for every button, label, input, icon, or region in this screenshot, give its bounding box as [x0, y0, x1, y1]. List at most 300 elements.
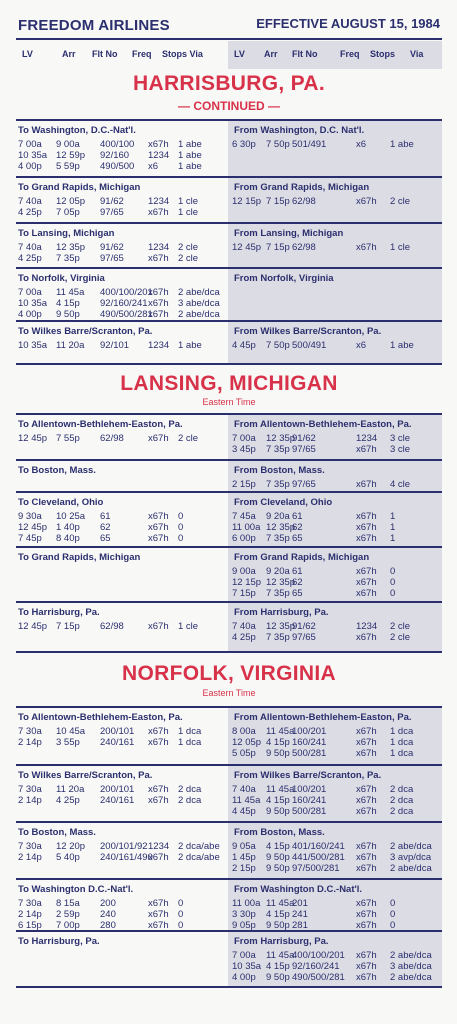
stops-via: 0: [178, 920, 184, 932]
from-pane: [228, 269, 442, 320]
stops-via: 1 dca: [390, 726, 414, 737]
frequency: x67h: [356, 588, 377, 600]
arrival-time: 12 05p: [56, 196, 86, 207]
arrival-time: 10 25a: [56, 511, 86, 522]
flight-row: [18, 340, 226, 352]
from-pane: [228, 415, 442, 459]
from-pane: [228, 548, 442, 601]
flight-number: 160/241: [292, 795, 327, 807]
frequency: x67h: [356, 972, 377, 984]
arrival-time: 2 59p: [56, 909, 80, 921]
departure-time: 11 45a: [232, 795, 261, 807]
arrival-time: 7 15p: [56, 621, 80, 632]
col-lv: LV: [234, 49, 245, 59]
flight-number: 490/500/281: [292, 972, 345, 984]
flight-row: [18, 784, 226, 796]
to-pane: [16, 493, 228, 546]
stops-via: 1 cle: [390, 242, 411, 253]
flight-number: 241: [292, 909, 308, 921]
flight-row: [18, 287, 226, 299]
frequency: x67h: [148, 852, 169, 864]
departure-time: 7 45p: [18, 533, 42, 545]
departure-time: 4 00p: [18, 161, 42, 173]
flight-row: [232, 920, 440, 932]
arrival-time: 8 15a: [56, 898, 80, 909]
frequency: x67h: [356, 748, 377, 760]
arrival-time: 7 15p: [266, 242, 290, 253]
flight-number: 91/62: [292, 433, 316, 444]
arrival-time: 7 35p: [266, 479, 290, 490]
stops-via: 1 abe: [178, 139, 202, 150]
flight-row: [18, 309, 226, 321]
flight-number: 280: [100, 920, 116, 932]
stops-via: 2 abe/dca: [390, 972, 432, 984]
departure-time: 8 00a: [232, 726, 256, 737]
departure-time: 1 45p: [232, 852, 256, 864]
arrival-time: 9 20a: [266, 511, 290, 522]
to-pane: [16, 708, 228, 764]
route-block: [16, 322, 442, 365]
from-origin: From Washington D.C.-Nat'l.: [234, 884, 363, 895]
to-pane: [16, 322, 228, 363]
departure-time: 12 45p: [18, 433, 48, 444]
stops-via: 2 cle: [178, 242, 199, 253]
stops-via: 2 cle: [178, 253, 199, 265]
flight-number: 97/65: [100, 253, 124, 265]
frequency: x67h: [356, 863, 377, 875]
column-headers-left: [16, 41, 228, 69]
to-destination: To Wilkes Barre/Scranton, Pa.: [18, 770, 153, 781]
stops-via: 3 abe/dca: [390, 961, 432, 973]
arrival-time: 9 50p: [266, 852, 290, 864]
stops-via: 1: [390, 522, 396, 534]
flight-row: [232, 972, 440, 984]
departure-time: 6 30p: [232, 139, 256, 150]
frequency: x6: [148, 161, 159, 173]
stops-via: 2 dca: [390, 784, 414, 795]
arrival-time: 11 45a: [56, 287, 85, 298]
from-origin: From Grand Rapids, Michigan: [234, 552, 370, 563]
city-heading: NORFOLK, VIRGINIA: [122, 662, 336, 685]
stops-via: 1 dca: [390, 737, 414, 749]
arrival-time: 9 50p: [266, 972, 290, 984]
to-destination: To Grand Rapids, Michigan: [18, 182, 141, 193]
flight-row: [232, 909, 440, 921]
departure-time: 9 00a: [232, 566, 256, 577]
departure-time: 12 15p: [232, 196, 262, 207]
flight-row: [18, 150, 226, 162]
departure-time: 12 45p: [18, 522, 48, 534]
arrival-time: 7 35p: [56, 253, 80, 265]
flight-row: [232, 479, 440, 491]
flight-number: 62/98: [292, 242, 316, 253]
from-origin: From Grand Rapids, Michigan: [234, 182, 370, 193]
frequency: x67h: [356, 726, 377, 737]
departure-time: 10 35a: [18, 340, 48, 351]
frequency: x67h: [356, 806, 377, 818]
departure-time: 2 14p: [18, 852, 42, 864]
departure-time: 7 00a: [232, 433, 256, 444]
flight-row: [232, 242, 440, 254]
departure-time: 12 15p: [232, 577, 262, 589]
to-destination: To Harrisburg, Pa.: [18, 936, 100, 947]
flight-number: 400/100/201: [292, 950, 345, 961]
stops-via: 1 dca: [178, 726, 202, 737]
arrival-time: 4 25p: [56, 795, 80, 807]
flight-number: 100/201: [292, 784, 327, 795]
flight-row: [232, 621, 440, 633]
arrival-time: 4 15p: [266, 841, 290, 852]
from-pane: [228, 178, 442, 222]
flight-number: 61: [100, 511, 111, 522]
to-destination: To Wilkes Barre/Scranton, Pa.: [18, 326, 153, 337]
arrival-time: 4 15p: [266, 961, 290, 973]
col-freq: Freq: [340, 49, 360, 59]
arrival-time: 9 00a: [56, 139, 80, 150]
to-pane: [16, 932, 228, 986]
departure-time: 4 25p: [18, 207, 42, 219]
departure-time: 3 45p: [232, 444, 256, 456]
departure-time: 11 00a: [232, 522, 261, 534]
frequency: x67h: [356, 196, 377, 207]
frequency: x67h: [148, 920, 169, 932]
departure-time: 7 00a: [18, 287, 42, 298]
col-stops: Stops: [370, 49, 396, 59]
col-lv: LV: [22, 49, 33, 59]
to-destination: To Boston, Mass.: [18, 827, 96, 838]
flight-row: [18, 737, 226, 749]
to-pane: [16, 178, 228, 222]
arrival-time: 11 45a: [266, 950, 295, 961]
frequency: 1234: [356, 433, 378, 444]
flight-number: 281: [292, 920, 308, 932]
flight-row: [232, 433, 440, 445]
frequency: x67h: [356, 920, 377, 932]
stops-via: 2 dca: [178, 795, 202, 807]
departure-time: 4 25p: [18, 253, 42, 265]
frequency: x67h: [148, 287, 169, 298]
flight-number: 100/201: [292, 726, 327, 737]
frequency: x67h: [356, 479, 377, 490]
flight-number: 500/281: [292, 806, 327, 818]
stops-via: 3 avp/dca: [390, 852, 432, 864]
arrival-time: 7 15p: [266, 196, 290, 207]
stops-via: 2 dca: [390, 795, 414, 807]
departure-time: 4 00p: [232, 972, 256, 984]
col-arr: Arr: [264, 49, 278, 59]
route-block: [16, 269, 442, 322]
flight-number: 400/100/201: [100, 287, 153, 298]
flight-number: 97/65: [100, 207, 124, 219]
stops-via: 1: [390, 511, 396, 522]
from-origin: From Harrisburg, Pa.: [234, 607, 329, 618]
flight-number: 62/98: [100, 621, 124, 632]
stops-via: 0: [178, 898, 184, 909]
to-destination: To Allentown-Bethlehem-Easton, Pa.: [18, 712, 183, 723]
flight-row: [232, 795, 440, 807]
from-origin: From Wilkes Barre/Scranton, Pa.: [234, 326, 382, 337]
arrival-time: 9 50p: [266, 806, 290, 818]
departure-time: 4 00p: [18, 309, 42, 321]
effective-date: EFFECTIVE AUGUST 15, 1984: [256, 16, 440, 31]
city-heading: LANSING, MICHIGAN: [120, 372, 338, 395]
frequency: x67h: [356, 950, 377, 961]
stops-via: 0: [178, 522, 184, 534]
frequency: x67h: [148, 433, 169, 444]
frequency: 1234: [148, 242, 170, 253]
flight-number: 92/101: [100, 340, 130, 351]
route-block: [16, 708, 442, 766]
from-origin: From Norfolk, Virginia: [234, 273, 334, 284]
to-destination: To Cleveland, Ohio: [18, 497, 104, 508]
flight-row: [18, 898, 226, 910]
flight-number: 91/62: [292, 621, 316, 632]
flight-number: 65: [100, 533, 111, 545]
stops-via: 2 dca: [390, 806, 414, 818]
from-origin: From Cleveland, Ohio: [234, 497, 333, 508]
flight-number: 500/491: [292, 340, 327, 351]
flight-number: 400/100: [100, 139, 135, 150]
flight-row: [232, 340, 440, 352]
arrival-time: 12 35p: [266, 433, 296, 444]
from-pane: [228, 823, 442, 878]
from-pane: [228, 461, 442, 491]
departure-time: 7 30a: [18, 898, 42, 909]
departure-time: 7 30a: [18, 726, 42, 737]
flight-number: 62: [292, 522, 303, 534]
flight-number: 490/500/281: [100, 309, 153, 321]
route-block: [16, 823, 442, 880]
from-pane: [228, 880, 442, 930]
frequency: x67h: [356, 533, 377, 545]
departure-time: 2 15p: [232, 863, 256, 875]
frequency: 1234: [148, 340, 170, 351]
frequency: x67h: [356, 961, 377, 973]
to-destination: To Grand Rapids, Michigan: [18, 552, 141, 563]
to-pane: [16, 461, 228, 491]
arrival-time: 7 35p: [266, 632, 290, 644]
flight-row: [232, 841, 440, 853]
stops-via: 1 abe: [178, 150, 202, 162]
flight-number: 200/101: [100, 726, 135, 737]
city-subtitle: Eastern Time: [202, 688, 256, 698]
arrival-time: 11 45a: [266, 784, 295, 795]
frequency: x67h: [356, 795, 377, 807]
stops-via: 0: [178, 909, 184, 921]
arrival-time: 9 50p: [266, 748, 290, 760]
route-block: [16, 415, 442, 461]
stops-via: 1 cle: [178, 207, 199, 219]
flight-row: [232, 898, 440, 910]
frequency: x67h: [356, 841, 377, 852]
stops-via: 0: [390, 909, 396, 921]
from-origin: From Washington, D.C. Nat'l.: [234, 125, 365, 136]
timetable-header: [16, 14, 442, 40]
arrival-time: 7 35p: [266, 588, 290, 600]
frequency: x67h: [356, 566, 377, 577]
departure-time: 9 05a: [232, 841, 256, 852]
flight-row: [232, 522, 440, 534]
frequency: x67h: [356, 577, 377, 589]
arrival-time: 4 15p: [266, 909, 290, 921]
flight-row: [232, 863, 440, 875]
from-pane: [228, 322, 442, 363]
flight-number: 61: [292, 566, 303, 577]
flight-number: 240/161/490: [100, 852, 153, 864]
arrival-time: 9 20a: [266, 566, 290, 577]
arrival-time: 9 50p: [56, 309, 80, 321]
to-destination: To Boston, Mass.: [18, 465, 96, 476]
flight-row: [232, 748, 440, 760]
route-block: [16, 603, 442, 653]
to-destination: To Harrisburg, Pa.: [18, 607, 100, 618]
flight-row: [18, 196, 226, 208]
frequency: x67h: [356, 898, 377, 909]
flight-row: [18, 253, 226, 265]
to-destination: To Norfolk, Virginia: [18, 273, 105, 284]
to-destination: To Lansing, Michigan: [18, 228, 115, 239]
departure-time: 2 15p: [232, 479, 256, 490]
stops-via: 2 abe/dca: [390, 841, 432, 852]
flight-row: [232, 511, 440, 523]
flight-number: 62/98: [100, 433, 124, 444]
from-origin: From Lansing, Michigan: [234, 228, 344, 239]
stops-via: 0: [390, 920, 396, 932]
route-block: [16, 880, 442, 932]
frequency: x67h: [356, 511, 377, 522]
from-pane: [228, 708, 442, 764]
departure-time: 10 35a: [18, 150, 48, 162]
to-destination: To Washington D.C.-Nat'l.: [18, 884, 134, 895]
frequency: 1234: [148, 196, 170, 207]
flight-row: [232, 726, 440, 738]
stops-via: 2 dca/abe: [178, 852, 220, 864]
arrival-time: 7 50p: [266, 340, 290, 351]
stops-via: 3 abe/dca: [178, 298, 220, 310]
flight-row: [18, 852, 226, 864]
route-block: [16, 932, 442, 988]
flight-number: 441/500/281: [292, 852, 345, 864]
frequency: x67h: [356, 632, 377, 644]
departure-time: 2 14p: [18, 737, 42, 749]
arrival-time: 7 00p: [56, 920, 80, 932]
flight-row: [18, 909, 226, 921]
route-block: [16, 121, 442, 178]
arrival-time: 7 50p: [266, 139, 290, 150]
from-origin: From Wilkes Barre/Scranton, Pa.: [234, 770, 382, 781]
flight-row: [232, 139, 440, 151]
to-pane: [16, 880, 228, 930]
departure-time: 4 45p: [232, 340, 256, 351]
frequency: x67h: [148, 207, 169, 219]
from-origin: From Allentown-Bethlehem-Easton, Pa.: [234, 419, 412, 430]
stops-via: 1 cle: [178, 621, 199, 632]
to-pane: [16, 548, 228, 601]
from-pane: [228, 493, 442, 546]
flight-number: 200/101/92: [100, 841, 148, 852]
arrival-time: 4 15p: [266, 737, 290, 749]
flight-row: [232, 961, 440, 973]
arrival-time: 7 35p: [266, 444, 290, 456]
col-freq: Freq: [132, 49, 152, 59]
stops-via: 2 dca/abe: [178, 841, 220, 852]
from-pane: [228, 121, 442, 176]
flight-row: [232, 852, 440, 864]
frequency: x67h: [148, 511, 169, 522]
departure-time: 7 40a: [18, 242, 42, 253]
arrival-time: 8 40p: [56, 533, 80, 545]
departure-time: 3 30p: [232, 909, 256, 921]
flight-number: 490/500: [100, 161, 135, 173]
stops-via: 1 cle: [178, 196, 199, 207]
frequency: x67h: [356, 909, 377, 921]
frequency: x67h: [148, 139, 169, 150]
frequency: x67h: [356, 784, 377, 795]
frequency: x67h: [148, 909, 169, 921]
flight-number: 240/161: [100, 795, 135, 807]
flight-number: 200: [100, 898, 116, 909]
departure-time: 12 45p: [18, 621, 48, 632]
arrival-time: 11 45a: [266, 726, 295, 737]
arrival-time: 7 35p: [266, 533, 290, 545]
stops-via: 2 cle: [390, 621, 411, 632]
to-pane: [16, 603, 228, 651]
flight-row: [232, 566, 440, 578]
flight-row: [18, 139, 226, 151]
arrival-time: 3 55p: [56, 737, 80, 749]
arrival-time: 4 15p: [266, 795, 290, 807]
flight-row: [232, 444, 440, 456]
col-flt-no: Flt No: [292, 49, 318, 59]
flight-row: [18, 920, 226, 932]
to-pane: [16, 121, 228, 176]
arrival-time: 9 50p: [266, 920, 290, 932]
flight-number: 160/241: [292, 737, 327, 749]
arrival-time: 5 40p: [56, 852, 80, 864]
flight-number: 200/101: [100, 784, 135, 795]
airline-name: FREEDOM AIRLINES: [18, 17, 170, 34]
departure-time: 10 35a: [18, 298, 48, 310]
frequency: x6: [356, 340, 367, 351]
flight-row: [18, 841, 226, 853]
flight-number: 240: [100, 909, 116, 921]
departure-time: 2 14p: [18, 795, 42, 807]
frequency: 1234: [148, 841, 170, 852]
stops-via: 2 cle: [390, 632, 411, 644]
column-headers-right: [228, 41, 442, 69]
frequency: x67h: [148, 726, 169, 737]
flight-row: [232, 950, 440, 962]
stops-via: 2 cle: [390, 196, 411, 207]
arrival-time: 10 45a: [56, 726, 86, 737]
from-pane: [228, 932, 442, 986]
city-heading: HARRISBURG, PA.: [133, 72, 325, 95]
route-block: [16, 766, 442, 823]
to-pane: [16, 224, 228, 267]
route-block: [16, 461, 442, 493]
stops-via: 0: [390, 566, 396, 577]
from-pane: [228, 766, 442, 821]
flight-number: 97/65: [292, 444, 316, 456]
departure-time: 4 25p: [232, 632, 256, 644]
flight-number: 62/98: [292, 196, 316, 207]
flight-row: [18, 726, 226, 738]
departure-time: 9 30a: [18, 511, 42, 522]
flight-row: [18, 298, 226, 310]
stops-via: 3 cle: [390, 433, 411, 444]
flight-number: 92/160/241: [100, 298, 148, 310]
from-pane: [228, 224, 442, 267]
